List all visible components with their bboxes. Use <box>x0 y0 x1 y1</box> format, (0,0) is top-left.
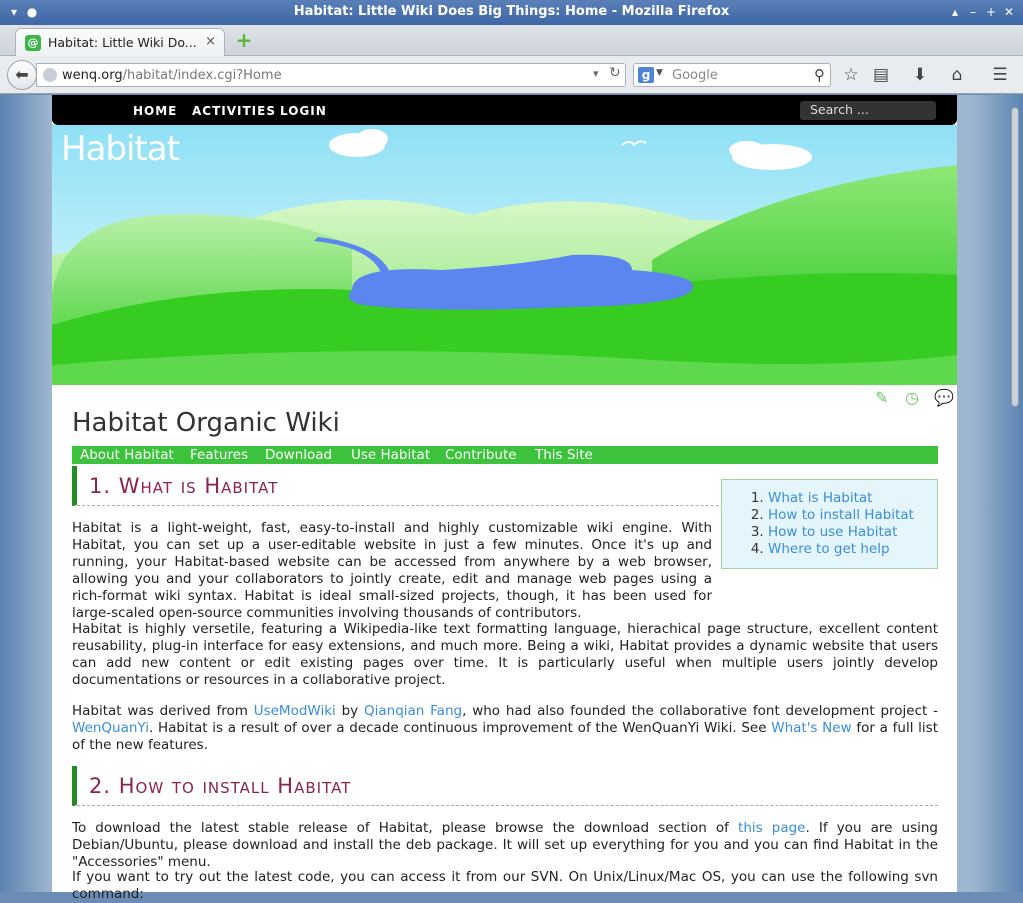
url-bar[interactable] <box>36 63 626 87</box>
topic-use-habitat[interactable]: Use Habitat <box>351 447 431 463</box>
window-close-icon[interactable]: ✕ <box>1003 5 1015 19</box>
page-title: Habitat Organic Wiki <box>72 408 340 438</box>
engine-dropdown-icon[interactable]: ▼ <box>656 68 663 78</box>
landscape-illustration <box>52 125 957 385</box>
paragraph-download: To download the latest stable release of Habitat, please browse the download section of this page. If you are using Debian/Ubuntu, please download and install the deb package. It will set up everything for you and you can find Habitat in the "Accessories" menu. <box>72 820 938 870</box>
reload-icon[interactable]: ↻ <box>609 65 621 81</box>
paragraph-features: Habitat is highly versetile, featuring a Wikipedia-like text formatting language, hierachical page structure, excellent content reusability, plug-in interface for easy extensions, and much more. Being a wiki, Habitat provides a dynamic website that users can add new content or edit existing pages over time. It is particularly useful when multiple users jointly develop documentations or resources in a collaborative project. <box>72 621 938 688</box>
history-icon[interactable]: ◷ <box>905 388 919 407</box>
window-shade-icon[interactable]: ▴ <box>951 5 959 19</box>
site-search-input[interactable]: Search ... <box>800 101 936 120</box>
menu-hamburger-icon[interactable]: ☰ <box>992 65 1008 85</box>
navigation-toolbar <box>0 56 1023 94</box>
site-navbar <box>52 95 957 125</box>
web-page <box>52 95 957 902</box>
tab-label: Habitat: Little Wiki Do... <box>48 35 197 50</box>
site-nav-activities[interactable]: ACTIVITIES <box>192 104 276 118</box>
site-identity-icon[interactable] <box>43 68 57 82</box>
home-icon[interactable]: ⌂ <box>951 65 963 85</box>
back-button[interactable] <box>7 60 37 90</box>
link-qianqian-fang[interactable]: Qianqian Fang <box>363 703 463 719</box>
google-engine-icon[interactable]: g <box>638 67 654 83</box>
window-pin-icon[interactable]: ● <box>26 5 38 19</box>
toc-item <box>768 524 914 541</box>
section-heading-install <box>72 766 938 806</box>
url-text[interactable]: wenq.org/habitat/index.cgi?Home <box>62 68 282 83</box>
paragraph-history: Habitat was derived from UseModWiki by Qianqian Fang, who had also founded the collaborative font development project - WenQuanYi. Habitat is a result of over a decade continuous improvement of the WenQuanYi Wiki. See What's New for a full list of the new features. <box>72 703 938 753</box>
link-wenquanyi[interactable]: WenQuanYi <box>72 720 149 736</box>
topic-features[interactable]: Features <box>190 447 249 463</box>
reading-list-icon[interactable]: ▤ <box>872 65 890 85</box>
window-maximize-icon[interactable]: + <box>985 5 997 19</box>
topic-about-habitat[interactable]: About Habitat <box>80 447 174 463</box>
topic-this-site[interactable]: This Site <box>535 447 593 463</box>
downloads-icon[interactable]: ⬇ <box>912 65 928 85</box>
site-nav-home[interactable]: HOME <box>133 104 178 118</box>
discussion-icon[interactable]: 💬 <box>934 388 954 407</box>
paragraph-intro <box>72 520 712 622</box>
habitat-logo[interactable]: Habitat <box>61 129 179 169</box>
topic-contribute[interactable]: Contribute <box>445 447 517 463</box>
window-title: Habitat: Little Wiki Does Big Things: Home - Mozilla Firefox <box>293 4 730 19</box>
tab-strip <box>0 25 1023 56</box>
search-go-icon[interactable]: ⚲ <box>814 66 825 84</box>
section-heading-text: 2. How to install Habitat <box>89 774 352 798</box>
habitat-favicon-icon: @ <box>25 35 41 51</box>
vertical-scrollbar[interactable] <box>1010 99 1020 889</box>
site-nav-login[interactable]: LOGIN <box>280 104 327 118</box>
topic-bar <box>72 446 938 464</box>
toc-link-what-is[interactable]: What is Habitat <box>768 490 873 506</box>
toc-item <box>768 490 914 507</box>
section-heading-text: 1. What is Habitat <box>89 474 279 498</box>
tab-close-icon[interactable]: × <box>205 34 216 49</box>
link-this-page[interactable]: this page <box>738 820 806 836</box>
paragraph-svn: If you want to try out the latest code, you can access it from our SVN. On Unix/Linux/Mac OS, you can use the following svn command: <box>72 869 938 902</box>
search-bar[interactable] <box>633 63 831 87</box>
back-arrow-icon: ⬅ <box>15 65 29 84</box>
paragraph-intro-text: Habitat is a light-weight, fast, easy-to-install and highly customizable wiki engine. With Habitat, you can set up a user-editable website in just a few minutes. Once it's up and running, your Habitat-based website can be accessed from anywhere by a web browser, allowing you and your collaborators to jointly create, edit and manage web pages using a rich-format wiki syntax. Habitat is ideal small-sized projects, though, it has been used for large-scaled open-source communities involving thousands of contributors. <box>72 520 712 621</box>
new-tab-icon[interactable]: + <box>235 28 253 52</box>
table-of-contents <box>721 479 938 569</box>
scrollbar-thumb[interactable] <box>1011 107 1019 407</box>
window-titlebar <box>0 0 1023 25</box>
search-placeholder[interactable]: Google <box>672 68 718 83</box>
toc-link-use[interactable]: How to use Habitat <box>768 524 898 540</box>
topic-download[interactable]: Download <box>265 447 333 463</box>
tab-habitat[interactable] <box>15 28 225 56</box>
link-usemodwiki[interactable]: UseModWiki <box>253 703 336 719</box>
window-minimize-icon[interactable]: – <box>970 5 976 19</box>
toc-link-install[interactable]: How to install Habitat <box>768 507 914 523</box>
window-menu-icon[interactable]: ▾ <box>10 5 18 19</box>
link-whats-new[interactable]: What's New <box>771 720 852 736</box>
browser-viewport <box>0 95 1023 902</box>
url-history-dropdown-icon[interactable]: ▾ <box>593 67 599 80</box>
bookmark-star-icon[interactable]: ☆ <box>843 65 859 85</box>
toc-link-help[interactable]: Where to get help <box>768 541 890 557</box>
toc-item <box>768 507 914 524</box>
toc-item <box>768 541 914 558</box>
banner-landscape <box>52 125 957 385</box>
edit-page-icon[interactable]: ✎ <box>875 388 889 407</box>
